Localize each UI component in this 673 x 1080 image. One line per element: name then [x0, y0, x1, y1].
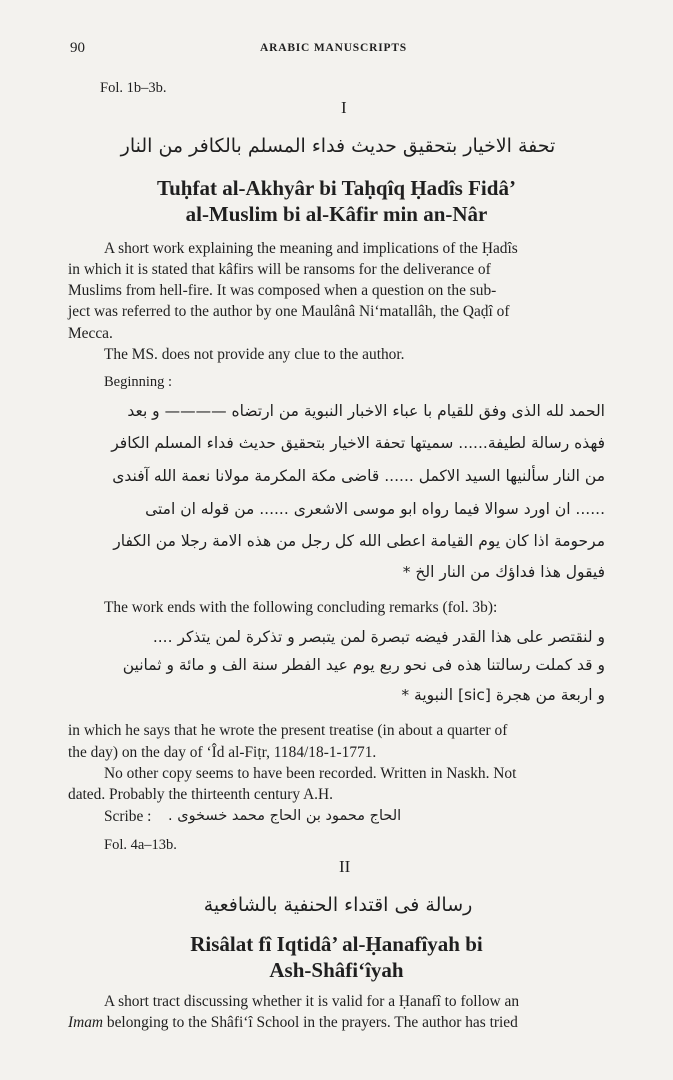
entry1-numeral: I: [341, 98, 347, 117]
entry2-description-line2-rest: belonging to the Shâfi‘î School in the prayers. The author has tried: [103, 1014, 518, 1031]
scribe-arabic: الحاج محمود بن الحاج محمد خسخوى .: [168, 808, 402, 824]
text-line: Mecca.: [68, 325, 113, 342]
copy-note-line1: No other copy seems to have been recorded. Written in Naskh. Not: [104, 765, 517, 782]
entry1-folio: Fol. 1b–3b.: [100, 80, 167, 96]
imam-word: Imam: [68, 1014, 104, 1031]
arabic-line: و لنقتصر على هذا القدر فيضه تبصرة لمن يتبصر و تذكرة لمن يتذكر ....: [152, 628, 605, 646]
entry2-description-line2: [68, 1014, 518, 1032]
text-line: in which it is stated that kâfirs will be ransoms for the deliverance of: [68, 261, 491, 278]
arabic-line: الحمد لله الذى وفق للقيام با عباء الاخبار النبوية من ارتضاه ———— و بعد: [127, 402, 605, 420]
text-line: in which he says that he wrote the present treatise (in about a quarter of: [68, 722, 508, 739]
entry1-author-note: The MS. does not provide any clue to the author.: [104, 346, 405, 363]
entry1-arabic-title: تحفة الاخيار بتحقيق حديث فداء المسلم بالكافر من النار: [120, 135, 556, 157]
entry2-description-line1: A short tract discussing whether it is valid for a Ḥanafî to follow an: [104, 993, 520, 1010]
entry2-arabic-title: رسالة فى اقتداء الحنفية بالشافعية: [203, 894, 473, 916]
arabic-line: فهذه رسالة لطيفة...... سميتها تحفة الاخيار بتحقيق حديث فداء المسلم الكافر: [111, 434, 605, 452]
text-line: A short work explaining the meaning and implications of the Ḥadîs: [104, 240, 518, 257]
arabic-line: من النار سألنيها السيد الاكمل ...... قاضى مكة المكرمة مولانا نعمة الله آفندى: [112, 467, 605, 485]
page-number: 90: [70, 40, 85, 56]
beginning-label: Beginning :: [104, 374, 173, 390]
entry2-folio: Fol. 4a–13b.: [104, 837, 177, 853]
entry2-title-line1: Risâlat fî Iqtidâ’ al-Ḥanafîyah bi: [190, 932, 483, 956]
copy-note-line2: dated. Probably the thirteenth century A.H.: [68, 786, 333, 803]
entry2-numeral: II: [339, 857, 351, 876]
entry1-title-line2: al-Muslim bi al-Kâfir min an-Nâr: [185, 202, 488, 226]
arabic-line: و قد كملت رسالتنا هذه فى نحو ربع يوم عيد الفطر سنة الف و مائة و ثمانين: [122, 656, 605, 674]
text-line: Muslims from hell-fire. It was composed when a question on the sub-: [68, 282, 497, 299]
text-line: ject was referred to the author by one Maulânâ Ni‘matallâh, the Qaḍî of: [68, 303, 510, 320]
arabic-line: مرحومة اذا كان يوم القيامة اعطى الله كل رجل من هذه الامة رجلا من الكفار: [113, 532, 605, 550]
entry1-title-line1: Tuḥfat al-Akhyâr bi Taḥqîq Ḥadîs Fidâ’: [157, 176, 516, 200]
arabic-line: فيقول هذا فداؤك من النار الخ *: [402, 563, 605, 581]
ending-label: The work ends with the following concluding remarks (fol. 3b):: [104, 599, 498, 616]
arabic-line: و اربعة من هجرة [sic] النبوية *: [401, 686, 605, 704]
running-title: ARABIC MANUSCRIPTS: [260, 42, 407, 54]
arabic-line: ...... ان اورد سوالا فيما رواه ابو موسى الاشعرى ...... من قوله ان امتى: [145, 500, 605, 518]
scribe-label: Scribe :: [104, 808, 152, 825]
entry2-title-line2: Ash-Shâfi‘îyah: [269, 958, 404, 982]
text-line: the day) on the day of ‘Îd al-Fiṭr, 1184/18-1-1771.: [68, 744, 377, 761]
